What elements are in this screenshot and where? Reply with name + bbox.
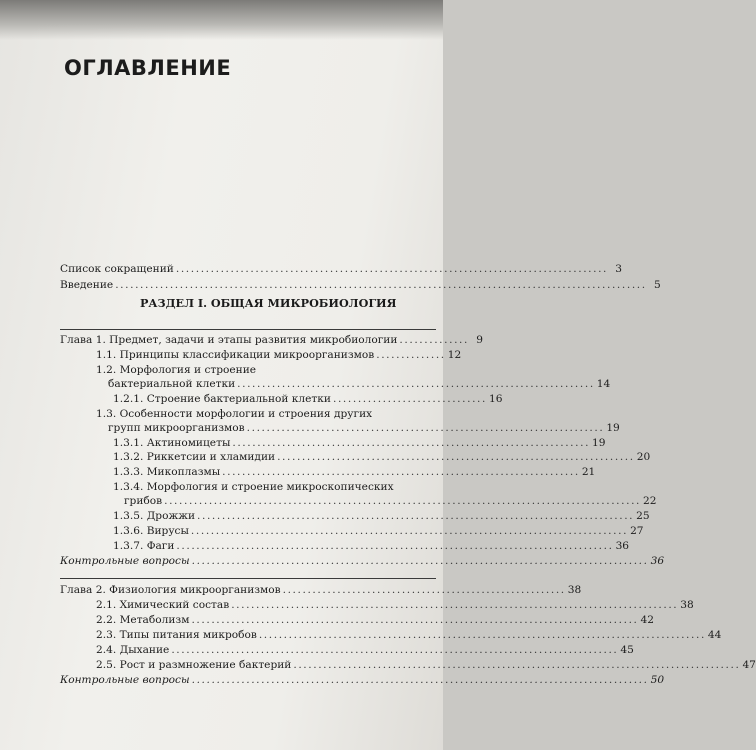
toc-entry-page: 45 [620, 644, 634, 656]
leader-dots: ........................................................................................ [197, 510, 635, 522]
toc-entry-1-3-4-line1: 1.3.4. Морфология и строение микроскопических [113, 481, 394, 493]
toc-entry-abbreviations [60, 263, 623, 275]
leader-dots: ............................... [332, 393, 487, 405]
toc-entry-1-2-line1: 1.2. Морфология и строение [96, 364, 257, 376]
toc-entry-label: грибов [124, 495, 163, 507]
toc-entry-label: 1.3.3. Микоплазмы [113, 466, 221, 478]
toc-entry-1-3-line1: 1.3. Особенности морфологии и строения других [96, 408, 373, 420]
toc-entry-1-1 [96, 349, 462, 361]
leader-dots: .......................................................................................... [258, 629, 706, 641]
toc-entry-page: 20 [636, 451, 651, 463]
toc-entry-label: 2.1. Химический состав [96, 599, 230, 611]
toc-entry-label: 1.3.1. Актиномицеты [113, 437, 231, 449]
toc-entry-label: 2.4. Дыхание [96, 644, 170, 656]
toc-entry-label: Контрольные вопросы [60, 555, 190, 567]
leader-dots: .......................................................................................... [171, 644, 619, 656]
leader-dots: ....................................................................................... [175, 263, 609, 275]
toc-entry-label: 1.1. Принципы классификации микроорганизмов [96, 349, 375, 361]
leader-dots: .............. [376, 349, 446, 361]
leader-dots: ........................................................................ [277, 451, 635, 463]
toc-entry-label: 2.2. Метаболизм [96, 614, 190, 626]
leader-dots: ............................................................................................ [191, 674, 649, 686]
toc-entry-label: бактериальной клетки [108, 378, 236, 390]
leader-dots: ........................................................................ [237, 378, 595, 390]
leader-dots: .......................................................................................... [293, 659, 741, 671]
toc-entry-ch1-control-questions [60, 555, 665, 567]
toc-entry-page: 47 [742, 659, 756, 671]
leader-dots: ........................................................................ [246, 422, 605, 434]
toc-entry-page: 36 [650, 555, 665, 567]
leader-dots: ........................................................................ [232, 437, 591, 449]
toc-entry-page: 25 [636, 510, 650, 522]
chapter-2-rule [60, 578, 436, 579]
toc-entry-label: 2.5. Рост и размножение бактерий [96, 659, 292, 671]
leader-dots: ........................................................................................................... [115, 279, 647, 291]
toc-entry-page: 12 [447, 349, 462, 361]
toc-entry-page: 22 [643, 495, 657, 507]
leader-dots: ......................................................... [282, 584, 566, 596]
toc-entry-label: 1.3.2. Риккетсии и хламидии [113, 451, 276, 463]
page-title: ОГЛАВЛЕНИЕ [64, 56, 232, 80]
toc-entry-label: 1.3.6. Вирусы [113, 525, 189, 537]
leader-dots: ............................................................................................ [191, 555, 649, 567]
toc-entry-page: 3 [615, 263, 623, 275]
toc-entry-page: 14 [596, 378, 611, 390]
toc-entry-label: Список сокращений [60, 263, 174, 275]
toc-entry-2-4 [96, 644, 634, 656]
toc-entry-introduction [60, 279, 661, 291]
toc-entry-page: 44 [707, 629, 722, 641]
leader-dots: .......................................................................................... [191, 614, 639, 626]
leader-dots: .............. [399, 334, 469, 346]
toc-entry-2-1 [96, 599, 694, 611]
toc-entry-1-2-1 [113, 393, 503, 405]
toc-entry-2-5 [96, 659, 756, 671]
toc-entry-label: групп микроорганизмов [108, 422, 245, 434]
chapter-2-title [60, 584, 582, 596]
toc-entry-label: Контрольные вопросы [60, 674, 190, 686]
toc-entry-page: 16 [488, 393, 503, 405]
toc-entry-1-3 [108, 422, 620, 434]
toc-entry-1-3-3 [113, 466, 596, 478]
toc-entry-1-3-5 [113, 510, 650, 522]
toc-entry-page: 21 [581, 466, 596, 478]
toc-entry-1-3-1 [113, 437, 606, 449]
toc-entry-page: 5 [653, 279, 661, 291]
toc-entry-page: 42 [640, 614, 655, 626]
toc-entry-label: Глава 1. Предмет, задачи и этапы развития микробиологии [60, 334, 398, 346]
toc-entry-2-2 [96, 614, 655, 626]
leader-dots: .......................................................................................... [231, 599, 679, 611]
toc-entry-label: 1.3.7. Фаги [113, 540, 175, 552]
leader-dots: ........................................................................ [222, 466, 580, 478]
toc-entry-label: Введение [60, 279, 114, 291]
toc-entry-label: 1.2.1. Строение бактериальной клетки [113, 393, 331, 405]
toc-entry-1-3-4 [124, 495, 657, 507]
toc-entry-1-2 [108, 378, 611, 390]
toc-entry-page: 38 [680, 599, 694, 611]
toc-entry-page: 19 [592, 437, 606, 449]
chapter-1-title [60, 334, 483, 346]
toc-entry-page: 19 [606, 422, 620, 434]
toc-entry-page: 50 [650, 674, 665, 686]
leader-dots: ................................................................................................ [164, 495, 641, 507]
toc-entry-label: Глава 2. Физиология микроорганизмов [60, 584, 281, 596]
toc-entry-page: 27 [630, 525, 644, 537]
toc-entry-label: 2.3. Типы питания микробов [96, 629, 257, 641]
toc-entry-1-3-2 [113, 451, 651, 463]
leader-dots: ........................................................................................ [176, 540, 614, 552]
toc-entry-1-3-7 [113, 540, 630, 552]
toc-entry-page: 36 [615, 540, 630, 552]
chapter-1-rule [60, 329, 436, 330]
toc-entry-label: 1.3.5. Дрожжи [113, 510, 196, 522]
toc-entry-page: 38 [567, 584, 582, 596]
toc-entry-page: 9 [476, 334, 483, 346]
section-heading: РАЗДЕЛ I. ОБЩАЯ МИКРОБИОЛОГИЯ [140, 296, 397, 310]
toc-entry-1-3-6 [113, 525, 644, 537]
toc-entry-2-3 [96, 629, 722, 641]
leader-dots: ........................................................................................ [190, 525, 629, 537]
toc-entry-ch2-control-questions [60, 674, 665, 686]
